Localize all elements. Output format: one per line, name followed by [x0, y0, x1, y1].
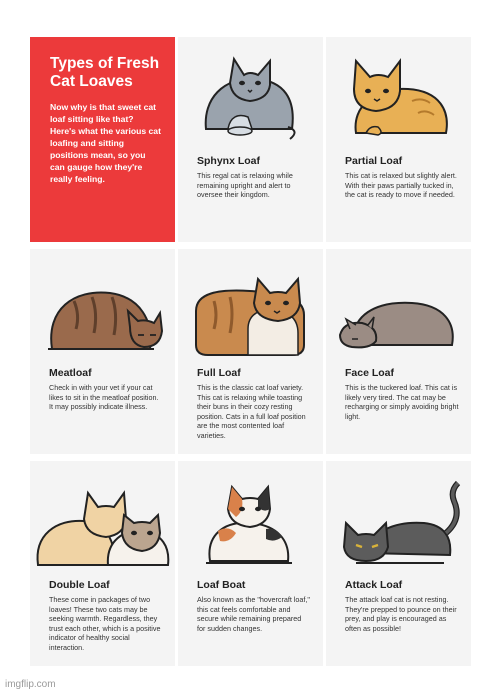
brown-tabby-cat-illustration: [30, 249, 175, 364]
card-double-loaf: [30, 461, 175, 666]
card-attack-loaf: [326, 461, 471, 666]
orange-tabby-cat-illustration: [178, 249, 323, 364]
card-full-loaf: [178, 249, 323, 454]
page-title: Types of Fresh Cat Loaves: [50, 55, 160, 90]
card-description: This is the tuckered loaf. This cat is likely very tired. The cat may be recharging or simply avoiding bright light.: [345, 383, 459, 421]
card-label: Sphynx Loaf: [197, 155, 261, 167]
card-partial-loaf: [326, 37, 471, 242]
card-description: This regal cat is relaxing while remaining upright and alert to oversee their kingdom.: [197, 171, 293, 200]
black-cat-illustration: [326, 461, 471, 576]
card-loaf-boat: [178, 461, 323, 666]
card-description: The attack loaf cat is not resting. They're prepped to pounce on their prey, and play is encouraged as often as possible!: [345, 595, 457, 633]
watermark: imgflip.com: [5, 679, 56, 690]
intro-text: Now why is that sweet cat loaf sitting like that? Here's what the various cat loafing and sitting positions mean, so you can gauge how they're really feeling.: [50, 102, 161, 184]
sphynx-cat-illustration: [178, 37, 323, 152]
card-description: These come in packages of two loaves! These two cats may be seeking warmth. Regardless, they trust each other, which is a positive indicator of healthy social interaction.: [49, 595, 161, 652]
loaf-grid: [30, 37, 471, 666]
card-label: Double Loaf: [49, 579, 110, 591]
card-sphynx-loaf: [178, 37, 323, 242]
intro-card: [30, 37, 175, 242]
card-label: Attack Loaf: [345, 579, 403, 591]
two-cats-illustration: [30, 461, 175, 576]
card-label: Full Loaf: [197, 367, 241, 379]
card-description: Check in with your vet if your cat likes to sit in the meatloaf position. It may possibly indicate illness.: [49, 383, 159, 412]
grey-brown-cat-illustration: [326, 249, 471, 364]
card-label: Loaf Boat: [197, 579, 246, 591]
card-description: This cat is relaxed but slightly alert. With their paws partially tucked in, the cat is ready to move if needed.: [345, 171, 457, 200]
card-label: Face Loaf: [345, 367, 395, 379]
card-meatloaf: [30, 249, 175, 454]
card-description: Also known as the "hovercraft loaf," this cat feels comfortable and secure while remaining prepared for sudden changes.: [197, 595, 310, 633]
card-label: Partial Loaf: [345, 155, 403, 167]
orange-cat-illustration: [326, 37, 471, 152]
card-label: Meatloaf: [49, 367, 92, 379]
card-face-loaf: [326, 249, 471, 454]
calico-cat-illustration: [178, 461, 323, 576]
card-description: This is the classic cat loaf variety. This cat is relaxing while toasting their buns in their cozy resting position. Cats in a full loaf position are the most contented loaf varieties.: [197, 383, 306, 440]
